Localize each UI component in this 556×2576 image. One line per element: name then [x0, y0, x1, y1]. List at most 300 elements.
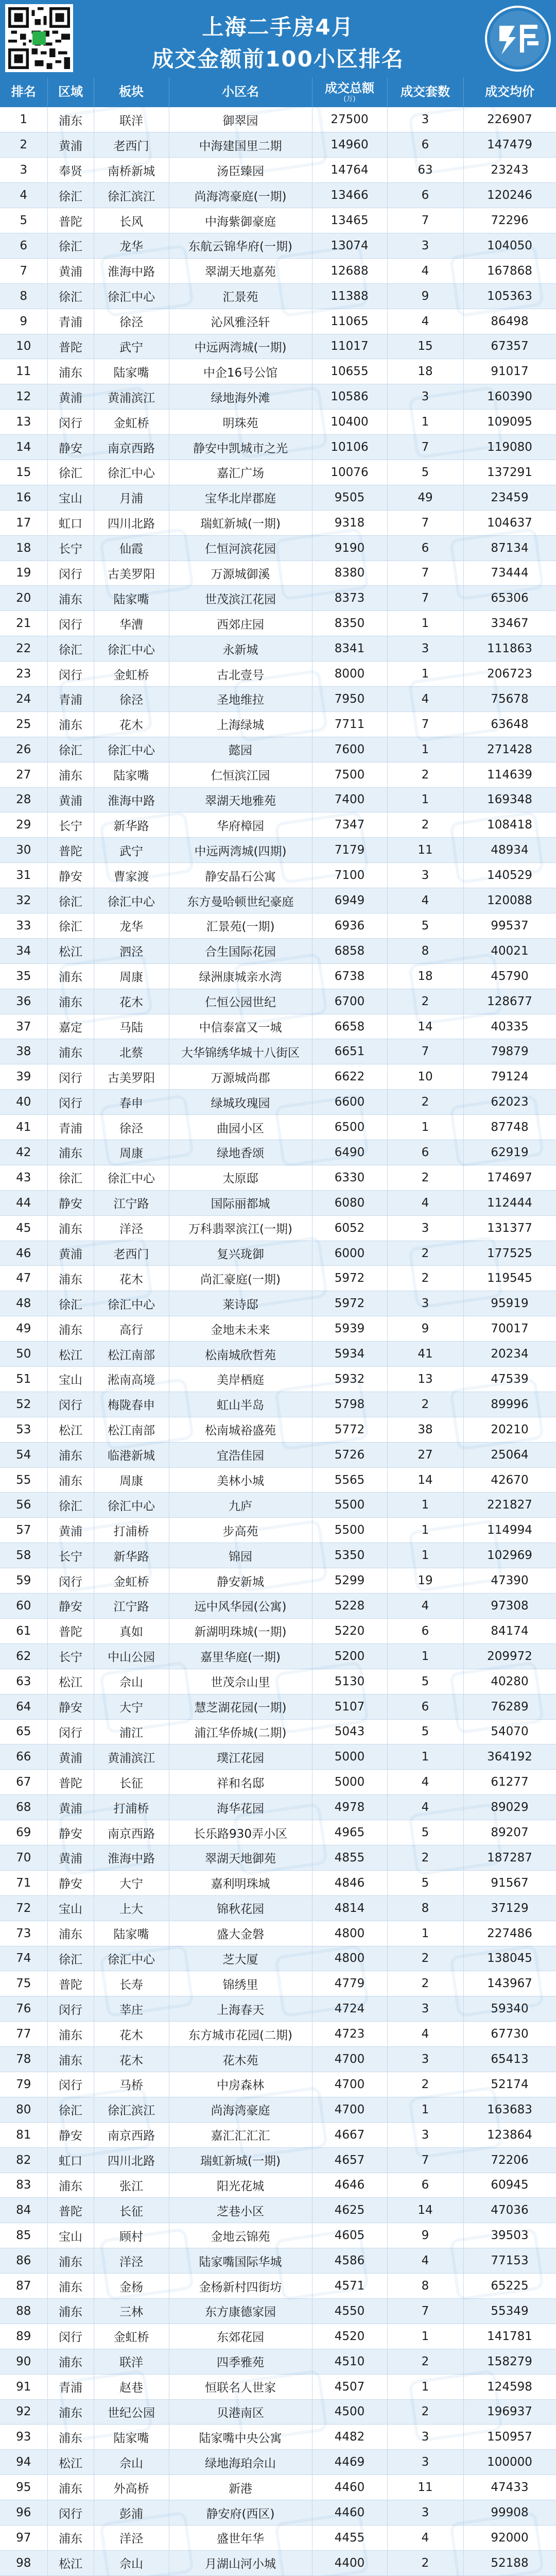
- count-cell: 3: [387, 863, 463, 888]
- amount-cell: 4469: [312, 2450, 387, 2475]
- community-cell: 明珠苑: [169, 410, 312, 435]
- amount-cell: 5130: [312, 1669, 387, 1694]
- rank-cell: 4: [0, 183, 47, 208]
- district-cell: 松江: [47, 2550, 94, 2575]
- amount-cell: 10106: [312, 435, 387, 460]
- rank-cell: 29: [0, 812, 47, 838]
- district-cell: 黄浦: [47, 1744, 94, 1770]
- table-row: [0, 1870, 556, 1895]
- district-cell: 浦东: [47, 1215, 94, 1241]
- table-row: [0, 1895, 556, 1921]
- amount-cell: 4700: [312, 2097, 387, 2122]
- count-cell: 11: [387, 838, 463, 863]
- rank-cell: 40: [0, 1090, 47, 1115]
- rank-cell: 81: [0, 2122, 47, 2147]
- avg-price-cell: 123864: [463, 2122, 556, 2147]
- table-row: [0, 1190, 556, 1215]
- district-cell: 虹口: [47, 2147, 94, 2173]
- rank-cell: 80: [0, 2097, 47, 2122]
- block-cell: 徐汇滨江: [94, 2097, 169, 2122]
- count-cell: 13: [387, 1367, 463, 1392]
- block-cell: 洋泾: [94, 2248, 169, 2274]
- amount-cell: 9505: [312, 485, 387, 510]
- district-cell: 松江: [47, 1417, 94, 1442]
- table-row: [0, 258, 556, 283]
- count-cell: 2: [387, 2550, 463, 2575]
- block-cell: 上大: [94, 1895, 169, 1921]
- count-cell: 3: [387, 2500, 463, 2526]
- community-cell: 四季雅苑: [169, 2349, 312, 2374]
- community-cell: 中房森林: [169, 2072, 312, 2097]
- avg-price-cell: 177525: [463, 1241, 556, 1266]
- count-cell: 3: [387, 384, 463, 410]
- count-cell: 7: [387, 711, 463, 737]
- count-cell: 7: [387, 435, 463, 460]
- district-cell: 徐汇: [47, 1165, 94, 1190]
- table-row: [0, 1241, 556, 1266]
- table-row: [0, 1744, 556, 1770]
- district-cell: 虹口: [47, 510, 94, 535]
- rank-cell: 60: [0, 1594, 47, 1619]
- amount-cell: 6949: [312, 888, 387, 913]
- avg-price-cell: 141781: [463, 2324, 556, 2349]
- count-cell: 3: [387, 1291, 463, 1316]
- community-cell: 新湖明珠城(一期): [169, 1618, 312, 1643]
- rank-cell: 97: [0, 2526, 47, 2551]
- rank-cell: 6: [0, 233, 47, 258]
- count-cell: 1: [387, 787, 463, 812]
- block-cell: 陆家嘴: [94, 762, 169, 787]
- district-cell: 浦东: [47, 963, 94, 989]
- district-cell: 浦东: [47, 2173, 94, 2198]
- block-cell: 武宁: [94, 838, 169, 863]
- district-cell: 松江: [47, 1669, 94, 1694]
- community-cell: 恒联名人世家: [169, 2374, 312, 2399]
- district-cell: 嘉定: [47, 1014, 94, 1039]
- amount-cell: 4460: [312, 2475, 387, 2500]
- ranking-table: [0, 77, 556, 2576]
- district-cell: 黄浦: [47, 132, 94, 158]
- amount-cell: 4814: [312, 1895, 387, 1921]
- community-cell: 祥和名邸: [169, 1770, 312, 1795]
- district-cell: 静安: [47, 435, 94, 460]
- block-cell: 曹家渡: [94, 863, 169, 888]
- rank-cell: 66: [0, 1744, 47, 1770]
- amount-cell: 5228: [312, 1594, 387, 1619]
- amount-cell: 5500: [312, 1518, 387, 1543]
- avg-price-cell: 174697: [463, 1165, 556, 1190]
- table-row: [0, 913, 556, 939]
- rank-cell: 94: [0, 2450, 47, 2475]
- rank-cell: 53: [0, 1417, 47, 1442]
- count-cell: 19: [387, 1568, 463, 1594]
- rank-cell: 26: [0, 737, 47, 762]
- count-cell: 1: [387, 1921, 463, 1946]
- count-cell: 1: [387, 1643, 463, 1669]
- block-cell: 长风: [94, 208, 169, 233]
- count-cell: 9: [387, 1316, 463, 1342]
- amount-cell: 5200: [312, 1643, 387, 1669]
- district-cell: 徐汇: [47, 233, 94, 258]
- table-row: [0, 762, 556, 787]
- block-cell: 徐汇中心: [94, 737, 169, 762]
- count-cell: 1: [387, 611, 463, 636]
- district-cell: 浦东: [47, 1140, 94, 1165]
- avg-price-cell: 105363: [463, 283, 556, 309]
- rank-cell: 27: [0, 762, 47, 787]
- rank-cell: 57: [0, 1518, 47, 1543]
- rank-cell: 65: [0, 1719, 47, 1744]
- count-cell: 1: [387, 1518, 463, 1543]
- amount-cell: 7950: [312, 686, 387, 711]
- rank-cell: 73: [0, 1921, 47, 1946]
- district-cell: 闵行: [47, 2500, 94, 2526]
- block-cell: 金虹桥: [94, 410, 169, 435]
- district-cell: 浦东: [47, 2274, 94, 2299]
- block-cell: 徐汇中心: [94, 636, 169, 662]
- table-row: [0, 1618, 556, 1643]
- community-cell: 静安府(西区): [169, 2500, 312, 2526]
- community-cell: 上海春天: [169, 1996, 312, 2022]
- district-cell: 宝山: [47, 2223, 94, 2248]
- district-cell: 松江: [47, 1342, 94, 1367]
- rank-cell: 37: [0, 1014, 47, 1039]
- table-body: [0, 107, 556, 2576]
- block-cell: 金虹桥: [94, 1568, 169, 1594]
- table-row: [0, 2198, 556, 2223]
- community-cell: 贝港南区: [169, 2399, 312, 2425]
- block-cell: 世纪公园: [94, 2399, 169, 2425]
- district-cell: 闵行: [47, 410, 94, 435]
- table-row: [0, 208, 556, 233]
- amount-cell: 6700: [312, 989, 387, 1014]
- avg-price-cell: 89029: [463, 1795, 556, 1820]
- table-row: [0, 1946, 556, 1971]
- table-row: [0, 1996, 556, 2022]
- community-cell: 松南城欣哲苑: [169, 1342, 312, 1367]
- district-cell: 闵行: [47, 1064, 94, 1090]
- avg-price-cell: 61277: [463, 1770, 556, 1795]
- rank-cell: 55: [0, 1467, 47, 1493]
- block-cell: 赵巷: [94, 2374, 169, 2399]
- block-cell: 徐汇中心: [94, 888, 169, 913]
- block-cell: 陆家嘴: [94, 2425, 169, 2450]
- rank-cell: 86: [0, 2248, 47, 2274]
- amount-cell: 5299: [312, 1568, 387, 1594]
- table-row: [0, 1215, 556, 1241]
- amount-cell: 9190: [312, 535, 387, 561]
- count-cell: 1: [387, 1543, 463, 1568]
- count-cell: 18: [387, 963, 463, 989]
- community-cell: 绿地海珀佘山: [169, 2450, 312, 2475]
- district-cell: 浦东: [47, 1316, 94, 1342]
- count-cell: 4: [387, 888, 463, 913]
- amount-cell: 6000: [312, 1241, 387, 1266]
- block-cell: 佘山: [94, 2550, 169, 2575]
- amount-cell: 5932: [312, 1367, 387, 1392]
- district-cell: 长宁: [47, 1643, 94, 1669]
- community-cell: 御翠园: [169, 107, 312, 132]
- amount-cell: 4855: [312, 1845, 387, 1870]
- avg-price-cell: 150957: [463, 2425, 556, 2450]
- avg-price-cell: 120246: [463, 183, 556, 208]
- rank-cell: 75: [0, 1971, 47, 1996]
- block-cell: 花木: [94, 2047, 169, 2072]
- block-cell: 新华路: [94, 1543, 169, 1568]
- district-cell: 浦东: [47, 1442, 94, 1467]
- amount-cell: 4700: [312, 2072, 387, 2097]
- community-cell: 美岸栖庭: [169, 1367, 312, 1392]
- amount-cell: 4846: [312, 1870, 387, 1895]
- community-cell: 尚汇豪庭(一期): [169, 1266, 312, 1291]
- district-cell: 静安: [47, 1594, 94, 1619]
- district-cell: 奉贤: [47, 158, 94, 183]
- block-cell: 佘山: [94, 1669, 169, 1694]
- block-cell: 徐泾: [94, 686, 169, 711]
- table-row: [0, 359, 556, 384]
- count-cell: 7: [387, 208, 463, 233]
- count-cell: 2: [387, 989, 463, 1014]
- avg-price-cell: 52188: [463, 2550, 556, 2575]
- rank-cell: 41: [0, 1115, 47, 1140]
- community-cell: 中远两湾城(一期): [169, 334, 312, 359]
- district-cell: 闵行: [47, 662, 94, 687]
- avg-price-cell: 86498: [463, 309, 556, 334]
- block-cell: 金杨: [94, 2274, 169, 2299]
- community-cell: 璞江花园: [169, 1744, 312, 1770]
- district-cell: 黄浦: [47, 258, 94, 283]
- block-cell: 徐汇中心: [94, 1946, 169, 1971]
- avg-price-cell: 167868: [463, 258, 556, 283]
- community-cell: 翠湖天地御苑: [169, 1845, 312, 1870]
- community-cell: 翠湖天地雅苑: [169, 787, 312, 812]
- block-cell: 仙霞: [94, 535, 169, 561]
- avg-price-cell: 120088: [463, 888, 556, 913]
- count-cell: 4: [387, 2022, 463, 2047]
- block-cell: 南京西路: [94, 1820, 169, 1845]
- amount-cell: 6738: [312, 963, 387, 989]
- district-cell: 静安: [47, 1870, 94, 1895]
- col-header-count: 成交套数: [387, 77, 463, 107]
- avg-price-cell: 160390: [463, 384, 556, 410]
- community-cell: 花木苑: [169, 2047, 312, 2072]
- count-cell: 1: [387, 2324, 463, 2349]
- community-cell: 宝华北岸郡庭: [169, 485, 312, 510]
- community-cell: 东方城市花园(二期): [169, 2022, 312, 2047]
- rank-cell: 28: [0, 787, 47, 812]
- community-cell: 东航云锦华府(一期): [169, 233, 312, 258]
- block-cell: 古美罗阳: [94, 1064, 169, 1090]
- community-cell: 新港: [169, 2475, 312, 2500]
- amount-cell: 4723: [312, 2022, 387, 2047]
- avg-price-cell: 75678: [463, 686, 556, 711]
- avg-price-cell: 137291: [463, 460, 556, 485]
- district-cell: 浦东: [47, 107, 94, 132]
- rank-cell: 24: [0, 686, 47, 711]
- table-row: [0, 2173, 556, 2198]
- avg-price-cell: 52174: [463, 2072, 556, 2097]
- avg-price-cell: 128677: [463, 989, 556, 1014]
- count-cell: 49: [387, 485, 463, 510]
- rank-cell: 31: [0, 863, 47, 888]
- count-cell: 11: [387, 2475, 463, 2500]
- table-row: [0, 2248, 556, 2274]
- district-cell: 静安: [47, 1694, 94, 1719]
- block-cell: 老西门: [94, 132, 169, 158]
- district-cell: 宝山: [47, 1367, 94, 1392]
- block-cell: 顾村: [94, 2223, 169, 2248]
- avg-price-cell: 140529: [463, 863, 556, 888]
- avg-price-cell: 206723: [463, 662, 556, 687]
- amount-cell: 6622: [312, 1064, 387, 1090]
- rank-cell: 15: [0, 460, 47, 485]
- community-cell: 长乐路930弄小区: [169, 1820, 312, 1845]
- district-cell: 青浦: [47, 2374, 94, 2399]
- rank-cell: 22: [0, 636, 47, 662]
- block-cell: 外高桥: [94, 2475, 169, 2500]
- community-cell: 汤臣臻园: [169, 158, 312, 183]
- amount-cell: 11388: [312, 283, 387, 309]
- amount-cell: 13074: [312, 233, 387, 258]
- block-cell: 花木: [94, 711, 169, 737]
- district-cell: 浦东: [47, 711, 94, 737]
- block-cell: 武宁: [94, 334, 169, 359]
- block-cell: 徐泾: [94, 309, 169, 334]
- rank-cell: 82: [0, 2147, 47, 2173]
- rank-cell: 85: [0, 2223, 47, 2248]
- rank-cell: 19: [0, 561, 47, 586]
- count-cell: 7: [387, 2298, 463, 2324]
- community-cell: 东郊花园: [169, 2324, 312, 2349]
- district-cell: 静安: [47, 1820, 94, 1845]
- district-cell: 普陀: [47, 208, 94, 233]
- avg-price-cell: 92000: [463, 2526, 556, 2551]
- amount-cell: 4586: [312, 2248, 387, 2274]
- district-cell: 浦东: [47, 2298, 94, 2324]
- avg-price-cell: 89996: [463, 1392, 556, 1417]
- table-row: [0, 1795, 556, 1820]
- col-header-block: 板块: [94, 77, 169, 107]
- community-cell: 锦园: [169, 1543, 312, 1568]
- brand-logo-icon: [484, 5, 552, 72]
- table-row: [0, 107, 556, 132]
- amount-cell: 5934: [312, 1342, 387, 1367]
- avg-price-cell: 111863: [463, 636, 556, 662]
- amount-cell: 7179: [312, 838, 387, 863]
- rank-cell: 39: [0, 1064, 47, 1090]
- amount-cell: 6651: [312, 1039, 387, 1064]
- count-cell: 4: [387, 1795, 463, 1820]
- table-row: [0, 283, 556, 309]
- rank-cell: 59: [0, 1568, 47, 1594]
- amount-cell: 7500: [312, 762, 387, 787]
- amount-cell: 8373: [312, 586, 387, 611]
- table-row: [0, 2097, 556, 2122]
- community-cell: 中信泰富又一城: [169, 1014, 312, 1039]
- count-cell: 3: [387, 233, 463, 258]
- block-cell: 陆家嘴: [94, 359, 169, 384]
- avg-price-cell: 23243: [463, 158, 556, 183]
- community-cell: 翠湖天地嘉苑: [169, 258, 312, 283]
- amount-cell: 4400: [312, 2550, 387, 2575]
- community-cell: 远中风华园(公寓): [169, 1594, 312, 1619]
- avg-price-cell: 39503: [463, 2223, 556, 2248]
- community-cell: 西郊庄园: [169, 611, 312, 636]
- district-cell: 徐汇: [47, 1493, 94, 1518]
- amount-cell: 5565: [312, 1467, 387, 1493]
- amount-cell: 4510: [312, 2349, 387, 2374]
- rank-cell: 13: [0, 410, 47, 435]
- amount-cell: 12688: [312, 258, 387, 283]
- count-cell: 1: [387, 2097, 463, 2122]
- block-cell: 花木: [94, 989, 169, 1014]
- district-cell: 普陀: [47, 838, 94, 863]
- community-cell: 沁风雅泾轩: [169, 309, 312, 334]
- avg-price-cell: 54070: [463, 1719, 556, 1744]
- district-cell: 长宁: [47, 535, 94, 561]
- avg-price-cell: 97308: [463, 1594, 556, 1619]
- district-cell: 普陀: [47, 2198, 94, 2223]
- count-cell: 2: [387, 2349, 463, 2374]
- amount-cell: 4507: [312, 2374, 387, 2399]
- amount-cell: 11017: [312, 334, 387, 359]
- rank-cell: 68: [0, 1795, 47, 1820]
- avg-price-cell: 138045: [463, 1946, 556, 1971]
- district-cell: 黄浦: [47, 1518, 94, 1543]
- table-row: [0, 2550, 556, 2575]
- table-row: [0, 1643, 556, 1669]
- block-cell: 四川北路: [94, 2147, 169, 2173]
- district-cell: 长宁: [47, 1543, 94, 1568]
- community-cell: 东方康德家园: [169, 2298, 312, 2324]
- community-cell: 芝大厦: [169, 1946, 312, 1971]
- district-cell: 青浦: [47, 309, 94, 334]
- block-cell: 南桥新城: [94, 158, 169, 183]
- count-cell: 2: [387, 1241, 463, 1266]
- count-cell: 2: [387, 1090, 463, 1115]
- table-row: [0, 1467, 556, 1493]
- community-cell: 中海紫御豪庭: [169, 208, 312, 233]
- rank-cell: 10: [0, 334, 47, 359]
- amount-cell: 4800: [312, 1921, 387, 1946]
- rank-cell: 16: [0, 485, 47, 510]
- rank-cell: 11: [0, 359, 47, 384]
- block-cell: 联洋: [94, 107, 169, 132]
- table-row: [0, 838, 556, 863]
- amount-cell: 6080: [312, 1190, 387, 1215]
- avg-price-cell: 364192: [463, 1744, 556, 1770]
- amount-cell: 7400: [312, 787, 387, 812]
- block-cell: 黄浦滨江: [94, 1744, 169, 1770]
- amount-cell: 4460: [312, 2500, 387, 2526]
- community-cell: 九庐: [169, 1493, 312, 1518]
- avg-price-cell: 65306: [463, 586, 556, 611]
- avg-price-cell: 73444: [463, 561, 556, 586]
- avg-price-cell: 119545: [463, 1266, 556, 1291]
- table-row: [0, 2324, 556, 2349]
- block-cell: 华漕: [94, 611, 169, 636]
- block-cell: 长征: [94, 2198, 169, 2223]
- block-cell: 龙华: [94, 913, 169, 939]
- amount-cell: 4657: [312, 2147, 387, 2173]
- community-cell: 世茂滨江花园: [169, 586, 312, 611]
- rank-cell: 52: [0, 1392, 47, 1417]
- table-row: [0, 1039, 556, 1064]
- col-header-amount-label: 成交总额: [325, 80, 374, 95]
- table-header-row: [0, 77, 556, 107]
- avg-price-cell: 70017: [463, 1316, 556, 1342]
- amount-cell: 4625: [312, 2198, 387, 2223]
